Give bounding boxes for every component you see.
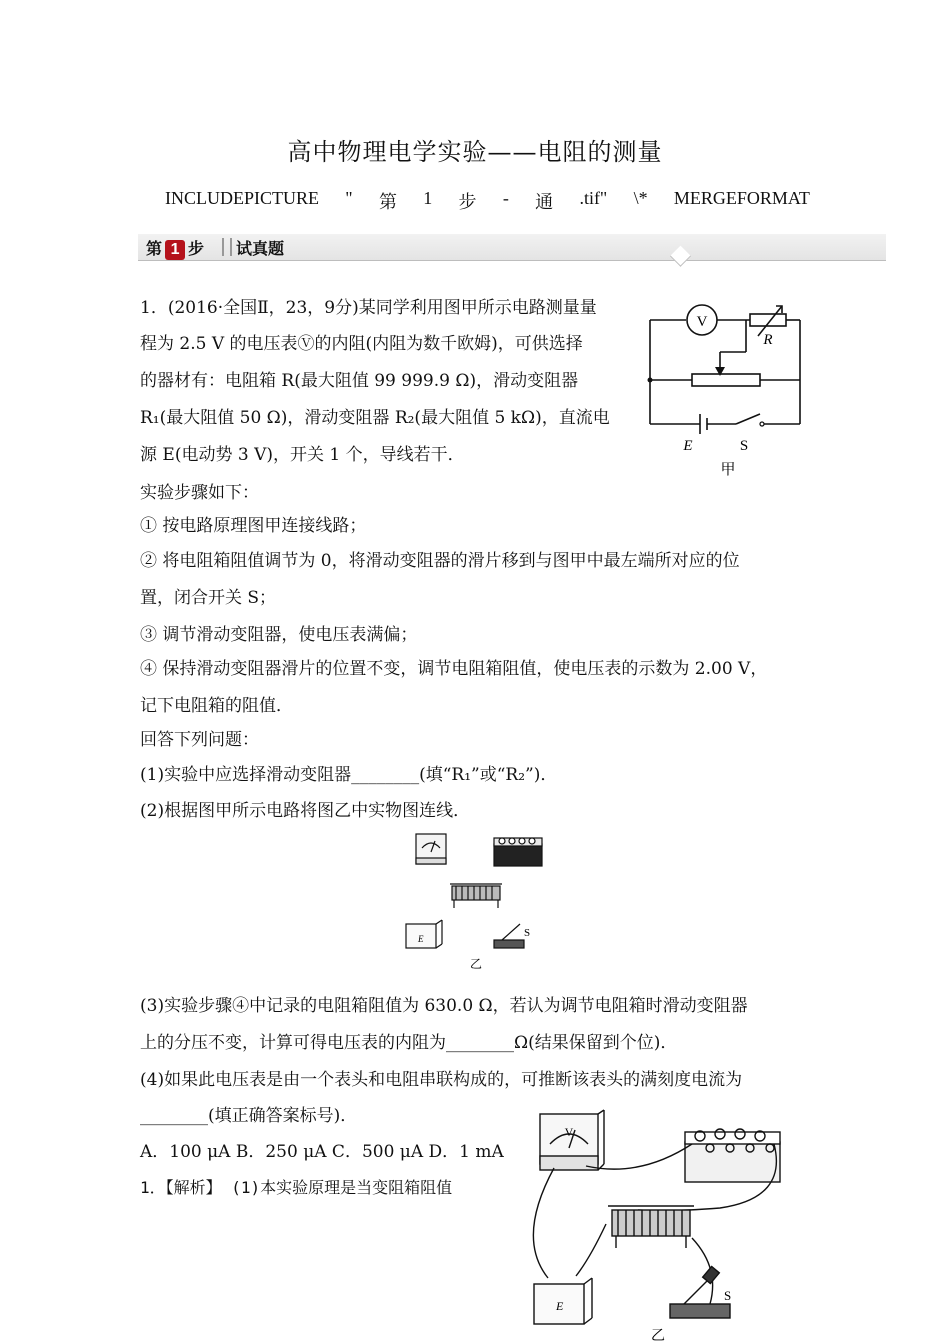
- field-token: 第: [378, 192, 397, 212]
- problem-line: R₁(最大阻值 50 Ω)，滑动变阻器 R₂(最大阻值 5 kΩ)，直流电: [140, 408, 610, 428]
- circuit-diagram-jia: [640, 296, 815, 481]
- switch-icon: [670, 1304, 730, 1318]
- question-item: (1)实验中应选择滑动变阻器________(填“R₁”或“R₂”)．: [140, 765, 558, 785]
- rheostat-icon: [612, 1210, 690, 1236]
- problem-line: 1．(2016·全国Ⅱ，23，9分)某同学利用图甲所示电路测量量: [140, 298, 597, 318]
- step-suffix: 步: [188, 239, 205, 258]
- steps-intro: 实验步骤如下：: [140, 483, 259, 503]
- question-item: ________(填正确答案标号)．: [140, 1106, 358, 1126]
- voltmeter-label: V: [696, 314, 708, 330]
- field-token: \*: [633, 188, 648, 208]
- step-item: ① 按电路原理图甲连接线路；: [140, 516, 367, 536]
- resistor-label: R: [763, 332, 773, 348]
- apparatus-figure-small: [398, 828, 548, 976]
- question-item: 上的分压不变，计算可得电压表的内阻为________Ω(结果保留到个位)．: [140, 1033, 678, 1053]
- field-token: 通: [535, 192, 554, 212]
- switch-label: S: [524, 927, 531, 939]
- banner-divider: [222, 238, 232, 256]
- field-token: 步: [458, 192, 477, 212]
- figure-caption: 乙: [651, 1328, 665, 1344]
- step-prefix: 第: [146, 239, 163, 258]
- questions-intro: 回答下列问题：: [140, 730, 259, 750]
- switch-label: S: [739, 438, 749, 454]
- figure-caption: 甲: [720, 460, 736, 478]
- field-token: -: [502, 188, 509, 208]
- question-item: (2)根据图甲所示电路将图乙中实物图连线．: [140, 801, 471, 821]
- answer-options: A．100 μA B．250 μA C．500 μA D．1 mA: [140, 1142, 504, 1162]
- problem-line: 程为 2.5 V 的电压表Ⓥ的内阻(内阻为数千欧姆)，可供选择: [140, 334, 583, 354]
- problem-line: 源 E(电动势 3 V)，开关 1 个，导线若干．: [140, 445, 465, 465]
- field-token: MERGEFORMAT: [673, 188, 810, 208]
- field-token: 1: [423, 188, 433, 208]
- include-field-code: [165, 188, 810, 214]
- field-token: .tif": [579, 188, 608, 208]
- rheostat-icon: [452, 886, 500, 900]
- voltmeter-label: V: [564, 1125, 574, 1139]
- field-token: INCLUDEPICTURE: [165, 188, 319, 208]
- battery-label: E: [683, 438, 693, 454]
- step-item: ③ 调节滑动变阻器，使电压表满偏；: [140, 625, 418, 645]
- resistance-box-icon: [494, 844, 542, 866]
- step-item: 置，闭合开关 S；: [140, 588, 277, 608]
- step-item: ② 将电阻箱阻值调节为 0，将滑动变阻器的滑片移到与图甲中最左端所对应的位: [140, 551, 740, 571]
- figure-caption: 乙: [469, 957, 483, 971]
- step-item: ④ 保持滑动变阻器滑片的位置不变，调节电阻箱阻值，使电压表的示数为 2.00 V，: [140, 659, 768, 679]
- step-label: [146, 236, 204, 260]
- section-banner: [138, 234, 886, 266]
- battery-label: E: [418, 934, 424, 944]
- switch-icon: [494, 940, 524, 948]
- switch-icon: [736, 414, 760, 424]
- solution-start: 1．【解析】 (1)本实验原理是当变阻箱阻值: [140, 1178, 453, 1197]
- question-item: (3)实验步骤④中记录的电阻箱阻值为 630.0 Ω，若认为调节电阻箱时滑动变阻器: [140, 996, 748, 1016]
- step-item: 记下电阻箱的阻值．: [140, 696, 293, 716]
- step-number-badge: 1: [165, 240, 185, 260]
- battery-label: E: [556, 1299, 564, 1313]
- field-token: ": [345, 188, 353, 208]
- section-name: 试真题: [236, 239, 285, 258]
- switch-label: S: [724, 1288, 732, 1303]
- question-item: (4)如果此电压表是由一个表头和电阻串联构成的，可推断该表头的满刻度电流为: [140, 1070, 743, 1090]
- problem-line: 的器材有：电阻箱 R(最大阻值 99 999.9 Ω)，滑动变阻器: [140, 371, 579, 391]
- apparatus-figure-large: [520, 1108, 810, 1344]
- page-title: 高中物理电学实验——电阻的测量: [287, 138, 663, 166]
- rheostat-icon: [692, 374, 760, 386]
